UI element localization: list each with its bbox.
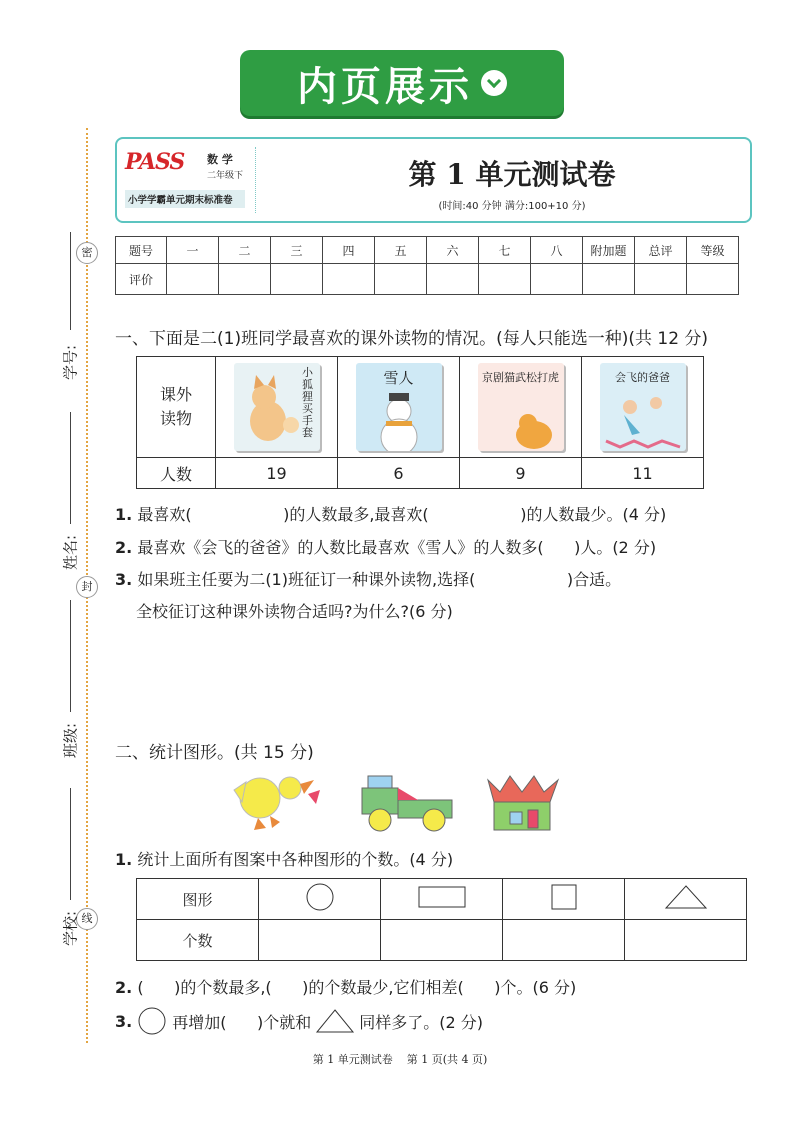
question-number: 3.	[115, 1011, 133, 1031]
shape-count-cell[interactable]	[259, 920, 381, 961]
score-header: 总评	[635, 237, 687, 264]
triangle-icon	[664, 884, 708, 910]
score-cell[interactable]	[271, 264, 323, 295]
score-cell[interactable]	[375, 264, 427, 295]
score-header: 四	[323, 237, 375, 264]
chevron-down-icon[interactable]	[481, 70, 507, 96]
test-title: 第 1 单元测试卷	[408, 158, 616, 191]
name-line[interactable]	[70, 412, 71, 524]
section1-title: 一、下面是二(1)班同学最喜欢的课外读物的情况。(每人只能选一种)(共 12 分)	[115, 329, 709, 349]
books-row-label-text: 课外读物	[159, 385, 192, 428]
book-cell	[460, 357, 582, 458]
book-cover	[600, 363, 686, 451]
count-cell: 9	[460, 458, 582, 489]
score-cell[interactable]	[219, 264, 271, 295]
question-number: 2.	[115, 978, 133, 997]
question-text: 如果班主任要为二(1)班征订一种课外读物,选择( )合适。	[137, 570, 622, 589]
question-1-1	[115, 502, 666, 525]
question-text: ( )的个数最多,( )的个数最少,它们相差( )个。(6 分)	[137, 978, 577, 997]
book-cell	[216, 357, 338, 458]
score-cell[interactable]	[167, 264, 219, 295]
question-number: 2.	[115, 538, 133, 557]
book-title: 雪人	[383, 369, 414, 387]
question-1-3	[115, 567, 621, 590]
shape-count-cell[interactable]	[503, 920, 625, 961]
test-subtitle: (时间:40 分钟 满分:100+10 分)	[438, 201, 586, 212]
page-banner	[240, 50, 564, 116]
book-cover	[356, 363, 442, 451]
question-2-3	[115, 1006, 483, 1036]
shape-patterns-image	[228, 770, 562, 834]
question-text: 最喜欢《会飞的爸爸》的人数比最喜欢《雪人》的人数多( )人。(2 分)	[137, 538, 657, 557]
count-cell: 11	[582, 458, 704, 489]
chick-pattern	[234, 777, 320, 830]
shape-count-cell[interactable]	[381, 920, 503, 961]
count-row-label: 个数	[137, 920, 259, 961]
class-label: 班级:	[61, 722, 80, 759]
page-footer: 第 1 单元测试卷 第 1 页(共 4 页)	[312, 1053, 488, 1066]
score-header: 七	[479, 237, 531, 264]
score-cell[interactable]	[583, 264, 635, 295]
shape-cell	[259, 879, 381, 920]
name-label: 姓名:	[61, 534, 80, 571]
score-cell[interactable]	[531, 264, 583, 295]
grade-label: 二年级下	[207, 171, 244, 181]
question-1-3-followup: 全校征订这种课外读物合适吗?为什么?(6 分)	[136, 602, 453, 621]
count-cell: 19	[216, 458, 338, 489]
score-cell[interactable]	[635, 264, 687, 295]
book-cell	[582, 357, 704, 458]
seal-mark-top: 密	[76, 242, 98, 264]
question-2-2	[115, 975, 576, 998]
score-table	[115, 236, 739, 295]
question-number: 1.	[115, 850, 133, 869]
count-cell: 6	[338, 458, 460, 489]
header-divider	[255, 147, 256, 213]
student-no-line[interactable]	[70, 232, 71, 330]
question-number: 1.	[115, 505, 133, 524]
question-text: 再增加( )个就和	[172, 1012, 312, 1032]
score-header: 附加题	[583, 237, 635, 264]
truck-pattern	[362, 776, 452, 831]
square-icon	[549, 882, 579, 912]
score-row-label: 评价	[116, 264, 167, 295]
series-label: 小学学霸单元期末标准卷	[125, 190, 245, 208]
triangle-icon	[315, 1008, 355, 1034]
shapes-row-label: 图形	[137, 879, 259, 920]
question-text: 同样多了。(2 分)	[359, 1012, 483, 1032]
question-text: 最喜欢( )的人数最多,最喜欢( )的人数最少。(4 分)	[137, 505, 667, 524]
shape-count-cell[interactable]	[625, 920, 747, 961]
question-text: 统计上面所有图案中各种图形的个数。(4 分)	[137, 850, 454, 869]
score-cell[interactable]	[479, 264, 531, 295]
book-title: 小狐狸买手套	[302, 366, 313, 439]
seal-mark-bottom: 线	[76, 908, 98, 930]
score-header: 二	[219, 237, 271, 264]
books-row-label	[137, 357, 216, 458]
score-header: 六	[427, 237, 479, 264]
section2-title: 二、统计图形。(共 15 分)	[115, 743, 314, 763]
subject-label: 数 学	[207, 153, 233, 166]
score-header: 三	[271, 237, 323, 264]
class-line[interactable]	[70, 600, 71, 712]
score-header: 等级	[687, 237, 739, 264]
banner-title: 内页展示	[297, 63, 473, 110]
circle-icon	[136, 1006, 168, 1036]
school-label: 学校:	[61, 910, 80, 947]
score-header: 八	[531, 237, 583, 264]
shape-cell	[381, 879, 503, 920]
shape-cell	[503, 879, 625, 920]
score-header: 五	[375, 237, 427, 264]
book-title: 京剧猫武松打虎	[482, 371, 559, 384]
student-no-label: 学号:	[61, 344, 80, 381]
book-title: 会飞的爸爸	[615, 371, 670, 384]
books-table	[136, 356, 704, 489]
book-cover	[478, 363, 564, 451]
score-cell[interactable]	[323, 264, 375, 295]
shape-cell	[625, 879, 747, 920]
count-row-label: 人数	[137, 458, 216, 489]
school-line[interactable]	[70, 788, 71, 900]
shapes-table	[136, 878, 747, 961]
book-cover	[234, 363, 320, 451]
rectangle-icon	[417, 885, 467, 909]
book-cell	[338, 357, 460, 458]
seal-mark-middle: 封	[76, 576, 98, 598]
circle-icon	[305, 882, 335, 912]
question-1-2	[115, 535, 656, 558]
score-header: 一	[167, 237, 219, 264]
question-2-1	[115, 847, 453, 870]
score-header: 题号	[116, 237, 167, 264]
pass-logo: PASS	[125, 149, 185, 175]
test-header	[115, 137, 752, 223]
question-number: 3.	[115, 570, 133, 589]
score-cell[interactable]	[427, 264, 479, 295]
house-pattern	[488, 776, 558, 830]
score-cell[interactable]	[687, 264, 739, 295]
